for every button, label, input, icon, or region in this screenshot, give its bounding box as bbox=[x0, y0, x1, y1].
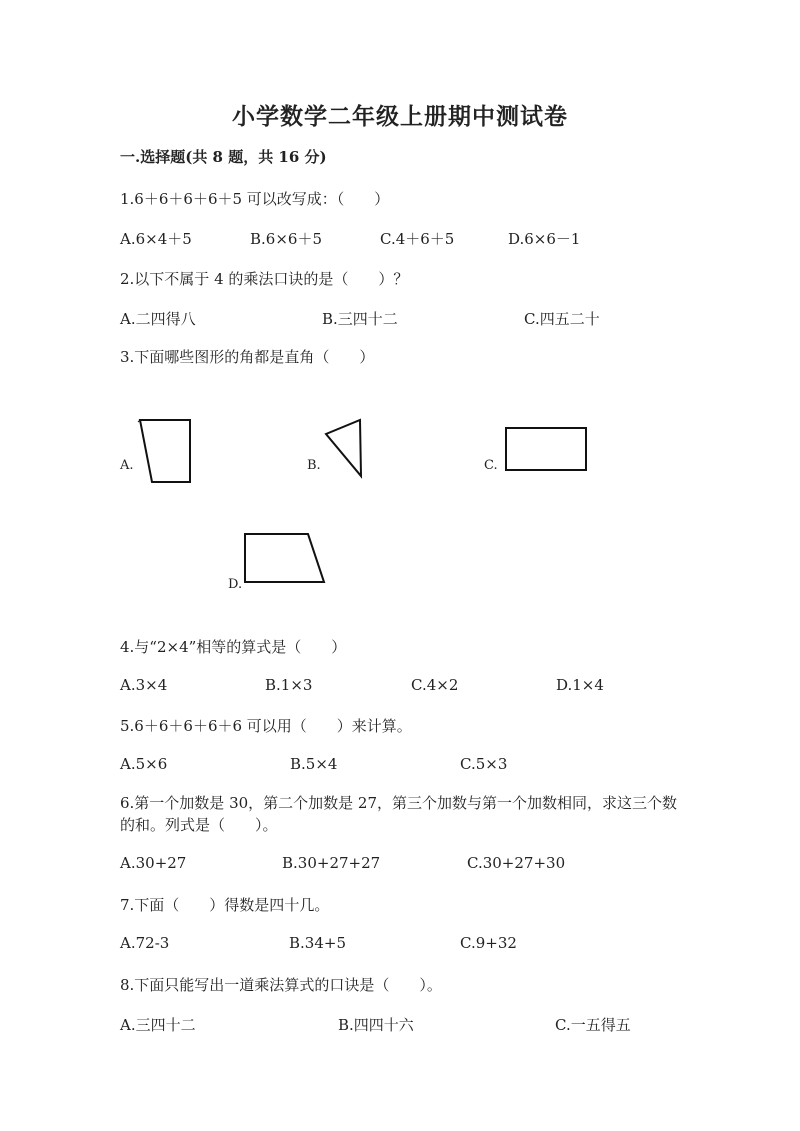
question-1-option-c[interactable]: C.4＋6＋5 bbox=[380, 230, 455, 248]
question-3-option-d[interactable]: D. bbox=[228, 577, 243, 592]
question-7-option-b[interactable]: B.34+5 bbox=[289, 934, 346, 952]
question-8-option-a[interactable]: A.三四十二 bbox=[120, 1016, 196, 1034]
question-6-option-a[interactable]: A.30+27 bbox=[120, 854, 187, 872]
trapezoid-figure-a bbox=[134, 416, 196, 486]
question-1-option-d[interactable]: D.6×6－1 bbox=[508, 230, 581, 248]
question-3-option-a[interactable]: A. bbox=[120, 458, 134, 473]
question-8-option-c[interactable]: C.一五得五 bbox=[555, 1016, 631, 1034]
question-6-option-b[interactable]: B.30+27+27 bbox=[282, 854, 381, 872]
question-4-option-c[interactable]: C.4×2 bbox=[411, 676, 459, 694]
question-5-option-c[interactable]: C.5×3 bbox=[460, 755, 508, 773]
question-1-option-a[interactable]: A.6×4＋5 bbox=[120, 230, 192, 248]
question-2-option-c[interactable]: C.四五二十 bbox=[524, 310, 600, 328]
question-7-option-a[interactable]: A.72-3 bbox=[120, 934, 170, 952]
question-7-option-c[interactable]: C.9+32 bbox=[460, 934, 517, 952]
question-2-option-a[interactable]: A.二四得八 bbox=[120, 310, 196, 328]
question-5-option-b[interactable]: B.5×4 bbox=[290, 755, 338, 773]
question-5-option-a[interactable]: A.5×6 bbox=[120, 755, 168, 773]
question-7-text: 7.下面（ ）得数是四十几。 bbox=[120, 896, 330, 914]
question-3-option-b[interactable]: B. bbox=[307, 458, 321, 473]
question-3-option-c[interactable]: C. bbox=[484, 458, 498, 473]
question-4-option-b[interactable]: B.1×3 bbox=[265, 676, 313, 694]
question-4-option-a[interactable]: A.3×4 bbox=[120, 676, 168, 694]
question-2-text: 2.以下不属于 4 的乘法口诀的是（ ）？ bbox=[120, 270, 409, 288]
triangle-figure-b bbox=[320, 416, 368, 480]
question-1-option-b[interactable]: B.6×6＋5 bbox=[250, 230, 322, 248]
question-3-text: 3.下面哪些图形的角都是直角（ ） bbox=[120, 348, 375, 366]
question-6-text: 6.第一个加数是 30，第二个加数是 27，第三个加数与第一个加数相同，求这三个数的和。列式是（ ）。 bbox=[120, 794, 678, 834]
page-title: 小学数学二年级上册期中测试卷 bbox=[232, 103, 568, 130]
question-8-option-b[interactable]: B.四四十六 bbox=[338, 1016, 414, 1034]
question-1-text: 1.6＋6＋6＋6＋5 可以改写成：（ ） bbox=[120, 190, 390, 208]
question-6-option-c[interactable]: C.30+27+30 bbox=[467, 854, 566, 872]
question-8-text: 8.下面只能写出一道乘法算式的口诀是（ ）。 bbox=[120, 976, 442, 994]
section-heading: 一.选择题(共 8 题，共 16 分) bbox=[120, 148, 327, 166]
rectangle-figure-c bbox=[502, 424, 592, 474]
question-2-option-b[interactable]: B.三四十二 bbox=[322, 310, 398, 328]
question-5-text: 5.6＋6＋6＋6＋6 可以用（ ）来计算。 bbox=[120, 717, 412, 735]
question-4-text: 4.与“2×4”相等的算式是（ ） bbox=[120, 638, 347, 656]
question-4-option-d[interactable]: D.1×4 bbox=[556, 676, 604, 694]
trapezoid-figure-d bbox=[240, 530, 330, 588]
